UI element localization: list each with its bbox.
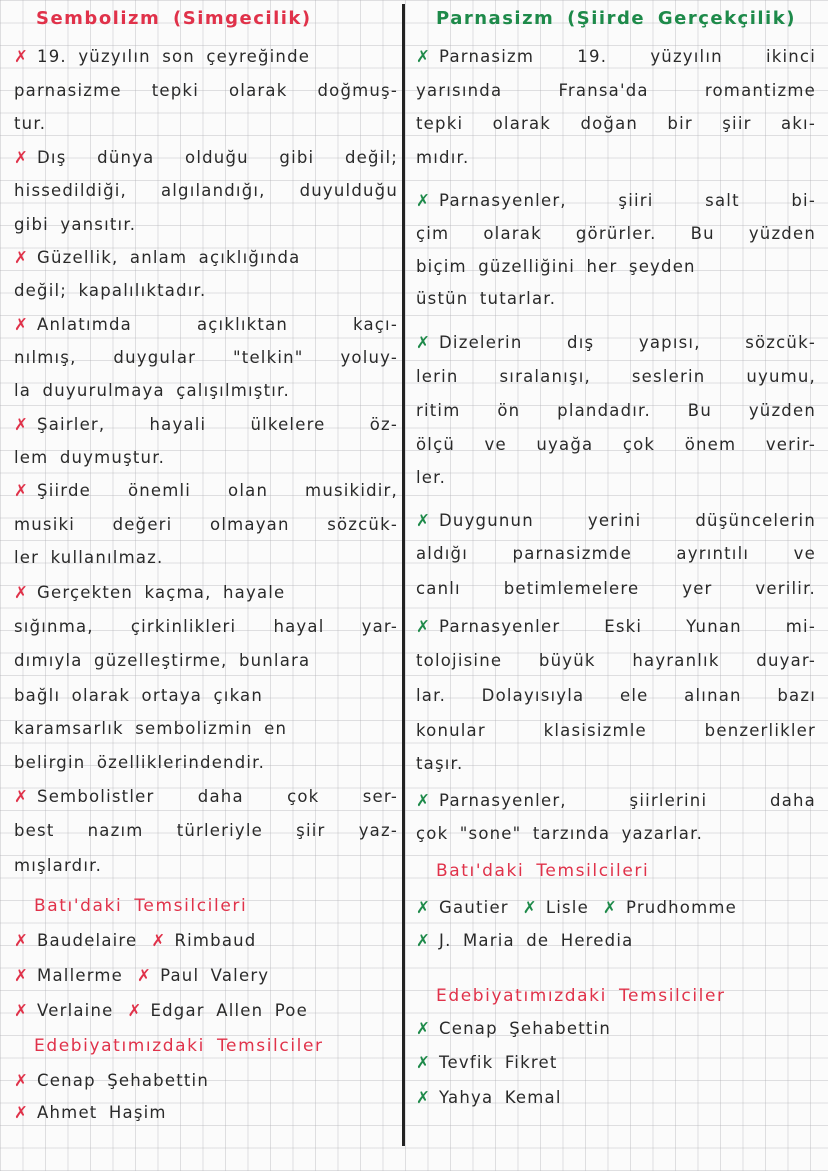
bullet-item — [416, 1087, 562, 1109]
text-line — [416, 650, 816, 672]
line-text: taşır. — [416, 754, 464, 773]
line-text: Tevfik Fikret — [439, 1053, 558, 1072]
bullet-item — [14, 786, 398, 808]
bullet-item — [416, 1052, 558, 1074]
cross-bullet-icon: ✗ — [416, 931, 432, 950]
text-line — [14, 214, 136, 236]
line-text: lerin sıralanışı, seslerin uyumu, — [416, 367, 816, 386]
cross-bullet-icon: ✗ — [14, 415, 30, 434]
text-line — [416, 823, 703, 845]
line-text: ler. — [416, 468, 447, 487]
bullet-item — [14, 480, 398, 502]
line-text: Cenap Şehabettin — [439, 1019, 611, 1038]
cross-bullet-icon: ✗ — [14, 148, 30, 167]
line-text: lar. Dolayısıyla ele alınan bazı — [416, 686, 816, 705]
cross-bullet-icon: ✗ — [127, 1001, 143, 1020]
cross-bullet-icon: ✗ — [416, 1053, 432, 1072]
line-text: Dizelerin dış yapısı, sözcük- — [439, 333, 816, 352]
line-text: Baudelaire — [37, 931, 138, 950]
bullet-item — [14, 1000, 308, 1022]
bullet-item — [14, 147, 398, 169]
bullet-item — [14, 247, 300, 269]
line-text: sığınma, çirkinlikleri hayal yar- — [14, 617, 398, 636]
text-line — [14, 616, 398, 638]
line-text: Rimbaud — [174, 931, 257, 950]
cross-bullet-icon: ✗ — [14, 248, 30, 267]
bullet-item — [14, 1070, 209, 1092]
line-text: mışlardır. — [14, 856, 103, 875]
cross-bullet-icon: ✗ — [602, 898, 618, 917]
bullet-item — [14, 1102, 167, 1124]
cross-bullet-icon: ✗ — [416, 191, 432, 210]
cross-bullet-icon: ✗ — [14, 787, 30, 806]
cross-bullet-icon: ✗ — [14, 583, 30, 602]
text-line — [416, 720, 816, 742]
line-text: Şiirde önemli olan musikidir, — [37, 481, 398, 500]
line-text: Parnasyenler, şiirlerini daha — [439, 791, 816, 810]
text-line — [416, 753, 463, 775]
line-text: tolojisine büyük hayranlık duyar- — [416, 651, 816, 670]
bullet-item — [416, 1018, 611, 1040]
line-text: lem duymuştur. — [14, 448, 166, 467]
cross-bullet-icon: ✗ — [416, 47, 432, 66]
line-text: Prudhomme — [625, 898, 737, 917]
line-text: Mallerme — [37, 966, 124, 985]
line-text: dımıyla güzelleştirme, bunlara — [14, 651, 311, 670]
text-line — [416, 113, 816, 135]
line-text: Ahmet Haşim — [37, 1103, 167, 1122]
text-line — [14, 650, 310, 672]
bullet-item — [14, 965, 269, 987]
line-text: Parnasyenler Eski Yunan mi- — [439, 617, 816, 636]
line-text: mıdır. — [416, 148, 470, 167]
text-line — [416, 400, 816, 422]
text-line — [416, 288, 556, 310]
line-text: Edgar Allen Poe — [150, 1001, 308, 1020]
line-text: canlı betimlemelere yer verilir. — [416, 579, 816, 598]
cross-bullet-icon: ✗ — [416, 898, 432, 917]
bullet-item — [416, 332, 816, 354]
bullet-item — [14, 414, 398, 436]
cross-bullet-icon: ✗ — [14, 1071, 30, 1090]
cross-bullet-icon: ✗ — [14, 315, 30, 334]
line-text: ler kullanılmaz. — [14, 548, 164, 567]
cross-bullet-icon: ✗ — [14, 1103, 30, 1122]
line-text: belirgin özelliklerindendir. — [14, 753, 266, 772]
bullet-item — [416, 930, 633, 952]
text-line — [416, 434, 816, 456]
line-text: tepki olarak doğan bir şiir akı- — [416, 114, 816, 133]
line-text: Yahya Kemal — [439, 1088, 562, 1107]
line-text: gibi yansıtır. — [14, 215, 137, 234]
line-text: Gerçekten kaçma, hayale — [37, 583, 286, 602]
line-text: konular klasisizmle benzerlikler — [416, 721, 816, 740]
text-line — [416, 147, 469, 169]
line-text: Dış dünya olduğu gibi değil; — [37, 148, 398, 167]
line-text: best nazım türleriyle şiir yaz- — [14, 821, 398, 840]
cross-bullet-icon: ✗ — [416, 617, 432, 636]
line-text: çok "sone" tarzında yazarlar. — [416, 824, 704, 843]
text-line — [416, 366, 816, 388]
bullet-item — [416, 190, 816, 212]
cross-bullet-icon: ✗ — [416, 511, 432, 530]
text-line — [14, 820, 398, 842]
text-line — [14, 447, 165, 469]
bullet-item — [14, 582, 285, 604]
line-text: Parnasizm 19. yüzyılın ikinci — [439, 47, 816, 66]
text-line — [14, 718, 287, 740]
text-line — [416, 578, 816, 600]
bullet-item — [14, 46, 310, 68]
bullet-item — [416, 616, 816, 638]
text-line — [14, 855, 102, 877]
cross-bullet-icon: ✗ — [416, 333, 432, 352]
line-text: çim olarak görürler. Bu yüzden — [416, 224, 816, 243]
cross-bullet-icon: ✗ — [416, 1019, 432, 1038]
text-line — [14, 685, 263, 707]
text-line — [416, 685, 816, 707]
line-text: musiki değeri olmayan sözcük- — [14, 515, 398, 534]
cross-bullet-icon: ✗ — [137, 966, 153, 985]
bullet-item — [416, 897, 737, 919]
section-heading: Batı'daki Temsilcileri — [436, 861, 650, 881]
line-text: Lisle — [545, 898, 589, 917]
line-text: Gautier — [439, 898, 509, 917]
bullet-item — [14, 930, 256, 952]
cross-bullet-icon: ✗ — [14, 966, 30, 985]
line-text: J. Maria de Heredia — [439, 931, 634, 950]
line-text: Verlaine — [37, 1001, 114, 1020]
line-text: Parnasyenler, şiiri salt bi- — [439, 191, 816, 210]
section-heading: Edebiyatımızdaki Temsilciler — [34, 1036, 324, 1056]
line-text: bağlı olarak ortaya çıkan — [14, 686, 264, 705]
cross-bullet-icon: ✗ — [14, 1001, 30, 1020]
text-line — [14, 113, 46, 135]
bullet-item — [416, 790, 816, 812]
cross-bullet-icon: ✗ — [522, 898, 538, 917]
line-text: yarısında Fransa'da romantizme — [416, 81, 816, 100]
text-line — [14, 380, 290, 402]
line-text: la duyurulmaya çalışılmıştır. — [14, 381, 290, 400]
text-line — [14, 280, 206, 302]
line-text: Duygunun yerini düşüncelerin — [439, 511, 816, 530]
line-text: 19. yüzyılın son çeyreğinde — [37, 47, 311, 66]
line-text: Anlatımda açıklıktan kaçı- — [37, 315, 398, 334]
text-line — [14, 80, 398, 102]
cross-bullet-icon: ✗ — [416, 1088, 432, 1107]
line-text: aldığı parnasizmde ayrıntılı ve — [416, 544, 816, 563]
text-line — [416, 467, 446, 489]
text-line — [416, 256, 696, 278]
line-text: parnasizme tepki olarak doğmuş- — [14, 81, 398, 100]
bullet-item — [416, 510, 816, 532]
line-text: Cenap Şehabettin — [37, 1071, 209, 1090]
text-line — [416, 80, 816, 102]
text-line — [14, 752, 265, 774]
symbolism-title: Sembolizm (Simgecilik) — [36, 8, 312, 29]
line-text: biçim güzelliğini her şeyden — [416, 257, 696, 276]
cross-bullet-icon: ✗ — [14, 481, 30, 500]
line-text: ritim ön plandadır. Bu yüzden — [416, 401, 816, 420]
line-text: ölçü ve uyağa çok önem verir- — [416, 435, 816, 454]
line-text: nılmış, duygular "telkin" yoluy- — [14, 348, 398, 367]
section-heading: Batı'daki Temsilcileri — [34, 896, 248, 916]
line-text: üstün tutarlar. — [416, 289, 557, 308]
cross-bullet-icon: ✗ — [14, 931, 30, 950]
line-text: Paul Valery — [160, 966, 270, 985]
bullet-item — [416, 46, 816, 68]
cross-bullet-icon: ✗ — [416, 791, 432, 810]
bullet-item — [14, 314, 398, 336]
line-text: değil; kapalılıktadır. — [14, 281, 207, 300]
text-line — [14, 347, 398, 369]
line-text: karamsarlık sembolizmin en — [14, 719, 288, 738]
line-text: Sembolistler daha çok ser- — [37, 787, 398, 806]
column-divider — [402, 4, 405, 1146]
line-text: tur. — [14, 114, 47, 133]
line-text: Şairler, hayali ülkelere öz- — [37, 415, 398, 434]
line-text: hissedildiği, algılandığı, duyulduğu — [14, 181, 398, 200]
text-line — [14, 180, 398, 202]
cross-bullet-icon: ✗ — [14, 47, 30, 66]
section-heading: Edebiyatımızdaki Temsilciler — [436, 986, 726, 1006]
parnassianism-title: Parnasizm (Şiirde Gerçekçilik) — [436, 8, 796, 29]
text-line — [14, 547, 163, 569]
text-line — [416, 223, 816, 245]
line-text: Güzellik, anlam açıklığında — [37, 248, 301, 267]
cross-bullet-icon: ✗ — [151, 931, 167, 950]
text-line — [416, 543, 816, 565]
text-line — [14, 514, 398, 536]
